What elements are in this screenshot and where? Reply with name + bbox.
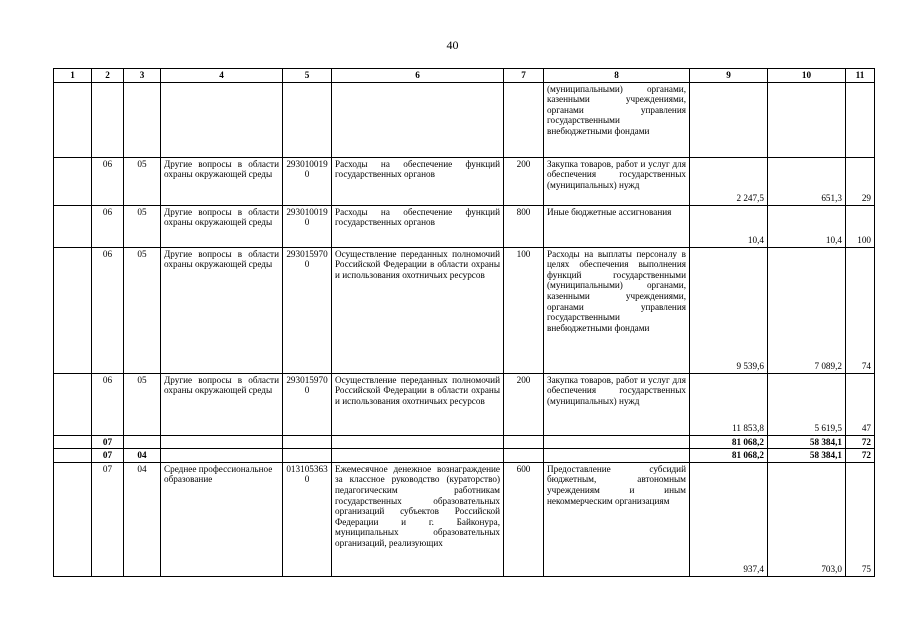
header-cell: 5 bbox=[283, 69, 332, 83]
executed-amount: 7 089,2 bbox=[768, 247, 846, 373]
target-article-code: 2930159700 bbox=[283, 247, 332, 373]
target-article-name: Расходы на обеспечение функций государственных органов bbox=[332, 205, 504, 247]
table-row bbox=[54, 247, 875, 373]
section-code: 07 bbox=[92, 462, 124, 576]
table-row bbox=[54, 205, 875, 247]
subsection-name: Другие вопросы в области охраны окружающей среды bbox=[161, 205, 283, 247]
expense-type-cell: Расходы на выплаты персоналу в целях обеспечения выполнения функций государственными (муниципальными) органами, казенными учреждениями, органами управления государственными внебюджетными фондами bbox=[544, 247, 690, 373]
section-code: 06 bbox=[92, 247, 124, 373]
section-code: 06 bbox=[92, 373, 124, 435]
expense-type-code: 600 bbox=[504, 462, 544, 576]
section-code: 07 bbox=[92, 449, 124, 463]
plan-amount: 81 068,2 bbox=[690, 449, 768, 463]
executed-amount: 5 619,5 bbox=[768, 373, 846, 435]
execution-percent: 72 bbox=[846, 435, 875, 449]
target-article-name: Осуществление переданных полномочий Российской Федерации в области охраны и использования охотничьих ресурсов bbox=[332, 373, 504, 435]
expense-type-code: 200 bbox=[504, 157, 544, 205]
executed-amount: 58 384,1 bbox=[768, 449, 846, 463]
section-code: 06 bbox=[92, 205, 124, 247]
execution-percent: 75 bbox=[846, 462, 875, 576]
subsection-name: Другие вопросы в области охраны окружающей среды bbox=[161, 247, 283, 373]
execution-percent: 72 bbox=[846, 449, 875, 463]
table-row bbox=[54, 157, 875, 205]
plan-amount: 10,4 bbox=[690, 205, 768, 247]
table-row bbox=[54, 82, 875, 157]
subsection-code: 05 bbox=[124, 205, 161, 247]
header-cell: 2 bbox=[92, 69, 124, 83]
target-article-code: 0131053630 bbox=[283, 462, 332, 576]
header-cell: 7 bbox=[504, 69, 544, 83]
execution-percent: 47 bbox=[846, 373, 875, 435]
expense-type-cell: (муниципальными) органами, казенными учреждениями, органами управления государственными внебюджетными фондами bbox=[544, 82, 690, 157]
executed-amount: 651,3 bbox=[768, 157, 846, 205]
expense-type-cell: Закупка товаров, работ и услуг для обеспечения государственных (муниципальных) нужд bbox=[544, 373, 690, 435]
header-row bbox=[54, 69, 875, 83]
target-article-code: 2930159700 bbox=[283, 373, 332, 435]
subsection-name: Другие вопросы в области охраны окружающей среды bbox=[161, 373, 283, 435]
table-row bbox=[54, 462, 875, 576]
plan-amount: 9 539,6 bbox=[690, 247, 768, 373]
plan-amount: 937,4 bbox=[690, 462, 768, 576]
header-cell: 3 bbox=[124, 69, 161, 83]
subsection-name: Среднее профессиональное образование bbox=[161, 462, 283, 576]
header-cell: 6 bbox=[332, 69, 504, 83]
plan-amount: 11 853,8 bbox=[690, 373, 768, 435]
table-row bbox=[54, 373, 875, 435]
expense-type-cell: Предоставление субсидий бюджетным, автономным учреждениям и иным некоммерческим организациям bbox=[544, 462, 690, 576]
executed-amount: 703,0 bbox=[768, 462, 846, 576]
budget-table bbox=[53, 68, 875, 577]
subsection-name: Другие вопросы в области охраны окружающей среды bbox=[161, 157, 283, 205]
header-cell: 9 bbox=[690, 69, 768, 83]
subsection-total-row bbox=[54, 449, 875, 463]
header-cell: 8 bbox=[544, 69, 690, 83]
expense-type-cell: Иные бюджетные ассигнования bbox=[544, 205, 690, 247]
subsection-code: 05 bbox=[124, 157, 161, 205]
expense-type-code: 200 bbox=[504, 373, 544, 435]
subsection-code: 05 bbox=[124, 373, 161, 435]
header-cell: 1 bbox=[54, 69, 92, 83]
expense-type-cell: Закупка товаров, работ и услуг для обеспечения государственных (муниципальных) нужд bbox=[544, 157, 690, 205]
target-article-name: Расходы на обеспечение функций государственных органов bbox=[332, 157, 504, 205]
target-article-name: Ежемесячное денежное вознаграждение за классное руководство (кураторство) педагогическим работникам государственных образовательных организаций субъектов Российской Федерации и г. Байконура, муниципальных образовательных организаций, реализующих bbox=[332, 462, 504, 576]
subsection-code: 04 bbox=[124, 449, 161, 463]
executed-amount: 58 384,1 bbox=[768, 435, 846, 449]
page-number: 40 bbox=[446, 38, 459, 52]
section-code: 06 bbox=[92, 157, 124, 205]
execution-percent: 29 bbox=[846, 157, 875, 205]
execution-percent: 100 bbox=[846, 205, 875, 247]
plan-amount: 81 068,2 bbox=[690, 435, 768, 449]
expense-type-code: 800 bbox=[504, 205, 544, 247]
execution-percent: 74 bbox=[846, 247, 875, 373]
plan-amount: 2 247,5 bbox=[690, 157, 768, 205]
header-cell: 10 bbox=[768, 69, 846, 83]
subsection-code: 04 bbox=[124, 462, 161, 576]
section-total-row bbox=[54, 435, 875, 449]
section-code: 07 bbox=[92, 435, 124, 449]
target-article-code: 2930100190 bbox=[283, 157, 332, 205]
header-cell: 4 bbox=[161, 69, 283, 83]
subsection-code: 05 bbox=[124, 247, 161, 373]
target-article-name: Осуществление переданных полномочий Российской Федерации в области охраны и использования охотничьих ресурсов bbox=[332, 247, 504, 373]
executed-amount: 10,4 bbox=[768, 205, 846, 247]
header-cell: 11 bbox=[846, 69, 875, 83]
expense-type-code: 100 bbox=[504, 247, 544, 373]
target-article-code: 2930100190 bbox=[283, 205, 332, 247]
